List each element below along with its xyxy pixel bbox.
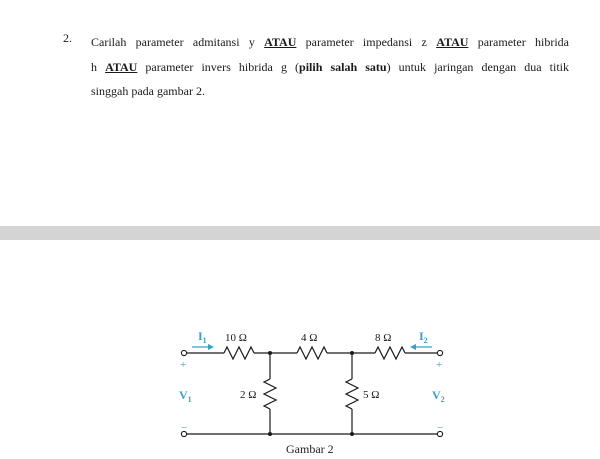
minus-sign-right: −	[437, 422, 444, 434]
circuit-figure	[0, 240, 600, 459]
junction-dot	[268, 351, 272, 355]
terminal-left-top	[181, 350, 186, 355]
voltage-label-v1: $V_1$	[179, 388, 192, 404]
emphasis-atau: ATAU	[436, 35, 469, 49]
resistor-4-ohm	[297, 347, 327, 359]
label-5-ohm: 5 Ω	[363, 389, 380, 401]
label-10-ohm: 10 Ω	[225, 332, 247, 344]
question-line-2	[91, 55, 569, 80]
emphasis-atau: ATAU	[264, 35, 297, 49]
junction-dot	[268, 432, 272, 436]
minus-sign-left: −	[181, 422, 188, 434]
resistor-5-ohm	[346, 379, 358, 409]
text-run: parameter invers hibrida g (	[137, 59, 300, 74]
question-line-3: singgah pada gambar 2.	[91, 84, 205, 98]
resistor-10-ohm	[224, 347, 254, 359]
resistor-8-ohm	[375, 347, 405, 359]
current-label-i2: $I_2$	[419, 329, 428, 345]
emphasis-pilih: pilih salah satu	[299, 59, 387, 74]
voltage-label-v2: $V_2$	[432, 388, 445, 404]
figure-caption: Gambar 2	[286, 442, 334, 456]
text-run: parameter hibrida	[468, 35, 569, 49]
plus-sign-left: +	[180, 359, 187, 371]
circuit-diagram	[0, 240, 600, 459]
emphasis-atau: ATAU	[105, 59, 138, 74]
text-run: parameter impedansi z	[296, 35, 437, 49]
question-block	[0, 0, 600, 226]
current-label-i1: $I_1$	[198, 329, 207, 345]
section-divider	[0, 226, 600, 240]
question-number: 2.	[63, 31, 72, 45]
arrowhead-i2	[410, 344, 416, 350]
label-4-ohm: 4 Ω	[301, 332, 318, 344]
plus-sign-right: +	[436, 359, 443, 371]
terminal-right-top	[437, 350, 442, 355]
junction-dot	[350, 351, 354, 355]
label-2-ohm: 2 Ω	[240, 389, 257, 401]
resistor-2-ohm	[264, 379, 276, 409]
arrowhead-i1	[208, 344, 214, 350]
junction-dot	[350, 432, 354, 436]
text-run: h	[91, 59, 106, 74]
text-run: Carilah parameter admitansi y	[91, 35, 265, 49]
text-run: ) untuk jaringan dengan dua titik	[386, 59, 569, 74]
question-line-1	[91, 30, 569, 55]
question-text	[91, 30, 569, 104]
label-8-ohm: 8 Ω	[375, 332, 392, 344]
